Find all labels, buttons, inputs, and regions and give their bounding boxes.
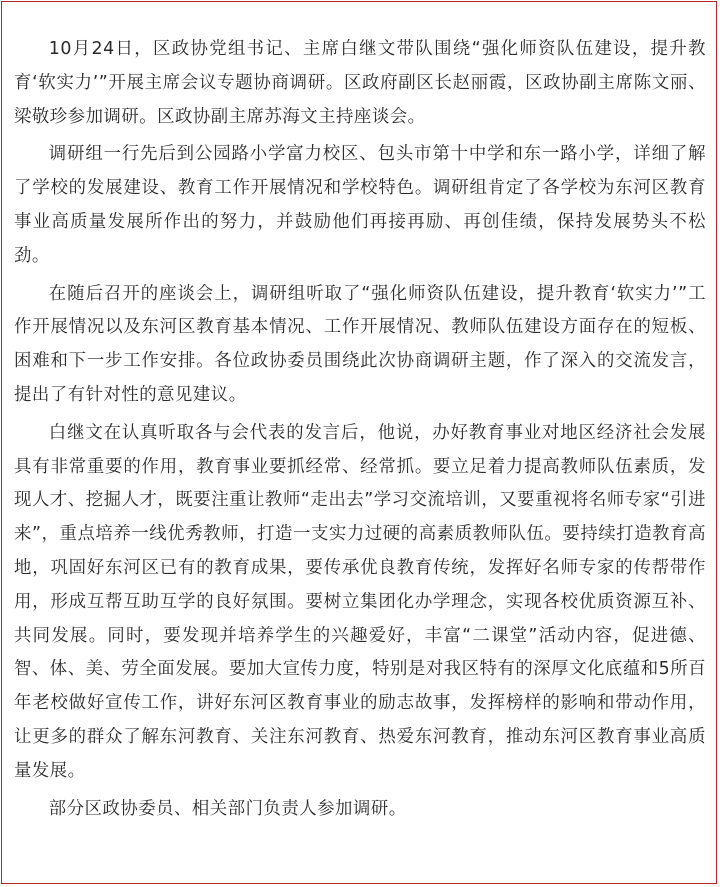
paragraph-5: 部分区政协委员、相关部门负责人参加调研。 xyxy=(48,798,407,819)
article-body xyxy=(14,33,706,826)
paragraph-1: 10月24日，区政协党组书记、主席白继文带队围绕“强化师资队伍建设，提升教育‘软实力’”开展主席会议专题协商调研。区政府副区长赵丽霞，区政协副主席陈文丽、梁敬珍参加调研。区政协副主席苏海文主持座谈会。 xyxy=(14,39,706,127)
paragraph-3: 在随后召开的座谈会上，调研组听取了“强化师资队伍建设，提升教育‘软实力’”工作开展情况以及东河区教育基本情况、工作开展情况、教师队伍建设方面存在的短板、困难和下一步工作安排。各位政协委员围绕此次协商调研主题，作了深入的交流发言，提出了有针对性的意见建议。 xyxy=(14,283,706,405)
paragraph-2: 调研组一行先后到公园路小学富力校区、包头市第十中学和东一路小学，详细了解了学校的发展建设、教育工作开展情况和学校特色。调研组肯定了各学校为东河区教育事业高质量发展所作出的努力，并鼓励他们再接再励、再创佳绩，保持发展势头不松劲。 xyxy=(14,144,706,266)
paragraph-4: 白继文在认真听取各与会代表的发言后，他说，办好教育事业对地区经济社会发展具有非常重要的作用，教育事业要抓经常、经常抓。要立足着力提高教师队伍素质，发现人才、挖掘人才，既要注重让教师“走出去”学习交流培训，又要重视将名师专家“引进来”，重点培养一线优秀教师，打造一支实力过硬的高素质教师队伍。要持续打造教育高地，巩固好东河区已有的教育成果，要传承优良教育传统，发挥好名师专家的传帮带作用，形成互帮互助互学的良好氛围。要树立集团化办学理念，实现各校优质资源互补、共同发展。同时，要发现并培养学生的兴趣爱好，丰富“二课堂”活动内容，促进德、智、体、美、劳全面发展。要加大宣传力度，特别是对我区特有的深厚文化底蕴和5所百年老校做好宣传工作，讲好东河区教育事业的励志故事，发挥榜样的影响和带动作用，让更多的群众了解东河教育、关注东河教育、热爱东河教育，推动东河区教育事业高质量发展。 xyxy=(14,422,706,781)
